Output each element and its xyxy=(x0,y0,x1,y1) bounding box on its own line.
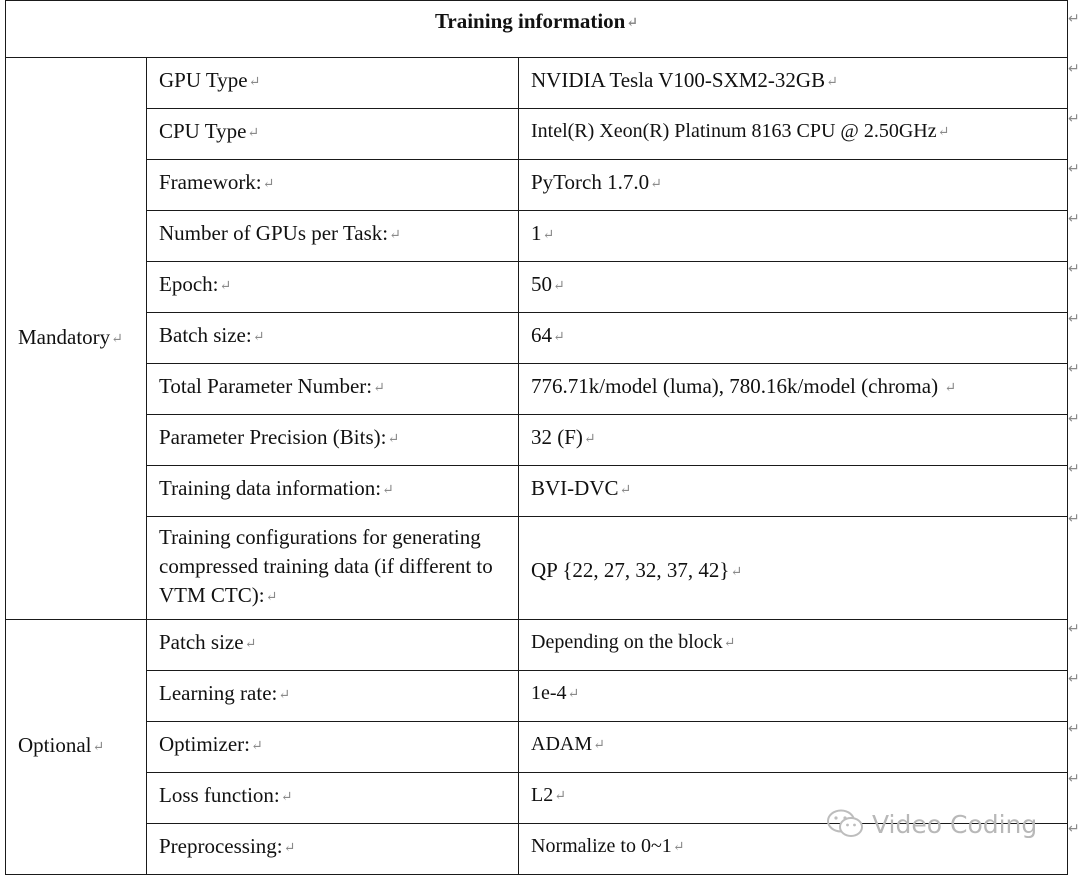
paragraph-mark-icon: ↵ xyxy=(1068,211,1080,227)
row-value: ADAM↵ xyxy=(519,722,1068,773)
group-label-mandatory: Mandatory↵ xyxy=(6,58,147,620)
paragraph-mark-icon: ↵ xyxy=(619,483,632,498)
group-label-optional: Optional↵ xyxy=(6,620,147,875)
paragraph-mark-icon: ↵ xyxy=(944,381,957,396)
paragraph-mark-icon: ↵ xyxy=(1068,461,1080,477)
row-key: Preprocessing:↵ xyxy=(147,824,519,875)
table-row xyxy=(6,824,1068,875)
paragraph-mark-icon: ↵ xyxy=(280,790,293,805)
paragraph-mark-icon: ↵ xyxy=(382,483,394,498)
table-row xyxy=(6,313,1068,364)
paragraph-mark-icon: ↵ xyxy=(542,228,555,243)
paragraph-mark-icon: ↵ xyxy=(278,688,291,703)
row-key: Training configurations for generating compressed training data (if different to VTM CTC):↵ xyxy=(147,517,519,620)
paragraph-mark-icon: ↵ xyxy=(567,687,580,702)
paragraph-mark-icon: ↵ xyxy=(1068,721,1080,737)
training-info-table xyxy=(5,0,1068,875)
paragraph-mark-icon: ↵ xyxy=(1068,511,1080,527)
row-key: Optimizer:↵ xyxy=(147,722,519,773)
row-key: Batch size:↵ xyxy=(147,313,519,364)
table-row xyxy=(6,620,1068,671)
paragraph-mark-icon: ↵ xyxy=(1068,161,1080,177)
paragraph-mark-icon: ↵ xyxy=(554,789,566,804)
paragraph-mark-icon: ↵ xyxy=(1068,261,1080,277)
row-key: Number of GPUs per Task:↵ xyxy=(147,211,519,262)
row-key: Patch size↵ xyxy=(147,620,519,671)
row-key: CPU Type↵ xyxy=(147,109,519,160)
table-row xyxy=(6,671,1068,722)
row-value: QP {22, 27, 32, 37, 42}↵ xyxy=(519,517,1068,620)
paragraph-mark-icon: ↵ xyxy=(1068,361,1080,377)
row-value: L2↵ xyxy=(519,773,1068,824)
row-value: Normalize to 0~1↵ xyxy=(519,824,1068,875)
row-value: 1e-4↵ xyxy=(519,671,1068,722)
row-value: NVIDIA Tesla V100-SXM2-32GB↵ xyxy=(519,58,1068,109)
table-row xyxy=(6,517,1068,620)
table-row xyxy=(6,211,1068,262)
table-row xyxy=(6,466,1068,517)
paragraph-mark-icon: ↵ xyxy=(389,228,401,243)
paragraph-mark-icon: ↵ xyxy=(553,279,565,294)
paragraph-mark-icon: ↵ xyxy=(219,279,232,294)
row-value: 1↵ xyxy=(519,211,1068,262)
paragraph-mark-icon: ↵ xyxy=(650,177,662,192)
paragraph-mark-icon: ↵ xyxy=(111,331,123,347)
paragraph-mark-icon: ↵ xyxy=(826,75,838,90)
table-row xyxy=(6,58,1068,109)
table-row xyxy=(6,722,1068,773)
paragraph-mark-icon: ↵ xyxy=(1068,11,1080,27)
paragraph-mark-icon: ↵ xyxy=(1068,771,1080,787)
row-key: Total Parameter Number:↵ xyxy=(147,364,519,415)
paragraph-mark-icon: ↵ xyxy=(1068,411,1080,427)
paragraph-mark-icon: ↵ xyxy=(1068,621,1080,637)
row-value: Intel(R) Xeon(R) Platinum 8163 CPU @ 2.50GHz↵ xyxy=(519,109,1068,160)
paragraph-mark-icon: ↵ xyxy=(723,636,736,651)
paragraph-mark-icon: ↵ xyxy=(553,330,565,345)
paragraph-mark-icon: ↵ xyxy=(247,126,260,141)
watermark-text: Video Coding xyxy=(872,809,1038,839)
row-value: PyTorch 1.7.0↵ xyxy=(519,160,1068,211)
row-key: Epoch:↵ xyxy=(147,262,519,313)
row-key: Framework:↵ xyxy=(147,160,519,211)
row-value: Depending on the block↵ xyxy=(519,620,1068,671)
row-value: 776.71k/model (luma), 780.16k/model (chroma) ↵ xyxy=(519,364,1068,415)
paragraph-mark-icon: ↵ xyxy=(1068,311,1080,327)
table-row xyxy=(6,773,1068,824)
table-row xyxy=(6,415,1068,466)
paragraph-mark-icon: ↵ xyxy=(593,738,605,753)
paragraph-mark-icon: ↵ xyxy=(1068,61,1080,77)
paragraph-mark-icon: ↵ xyxy=(262,177,275,192)
paragraph-mark-icon: ↵ xyxy=(283,841,296,856)
paragraph-mark-icon: ↵ xyxy=(626,16,639,31)
row-key: GPU Type↵ xyxy=(147,58,519,109)
table-title-cell xyxy=(6,1,1068,58)
paragraph-mark-icon: ↵ xyxy=(373,381,385,396)
row-value: 32 (F)↵ xyxy=(519,415,1068,466)
paragraph-mark-icon: ↵ xyxy=(244,637,257,652)
paragraph-mark-icon: ↵ xyxy=(1068,111,1080,127)
paragraph-mark-icon: ↵ xyxy=(92,740,105,755)
row-value: 50↵ xyxy=(519,262,1068,313)
paragraph-mark-icon: ↵ xyxy=(672,840,685,855)
table-row xyxy=(6,160,1068,211)
row-key: Learning rate:↵ xyxy=(147,671,519,722)
paragraph-mark-icon: ↵ xyxy=(252,330,265,345)
row-key: Training data information:↵ xyxy=(147,466,519,517)
paragraph-mark-icon: ↵ xyxy=(1068,671,1080,687)
table-row xyxy=(6,262,1068,313)
paragraph-mark-icon: ↵ xyxy=(265,590,278,605)
paragraph-mark-icon: ↵ xyxy=(1068,821,1080,837)
paragraph-mark-icon: ↵ xyxy=(387,432,400,447)
paragraph-mark-icon: ↵ xyxy=(248,75,261,90)
row-value: BVI-DVC↵ xyxy=(519,466,1068,517)
row-value: 64↵ xyxy=(519,313,1068,364)
table-row xyxy=(6,364,1068,415)
paragraph-mark-icon: ↵ xyxy=(730,565,743,580)
paragraph-mark-icon: ↵ xyxy=(250,739,263,754)
table-row xyxy=(6,109,1068,160)
row-key: Parameter Precision (Bits):↵ xyxy=(147,415,519,466)
table-title: Training information xyxy=(434,9,626,33)
paragraph-mark-icon: ↵ xyxy=(583,432,596,447)
paragraph-mark-icon: ↵ xyxy=(937,125,950,140)
row-key: Loss function:↵ xyxy=(147,773,519,824)
